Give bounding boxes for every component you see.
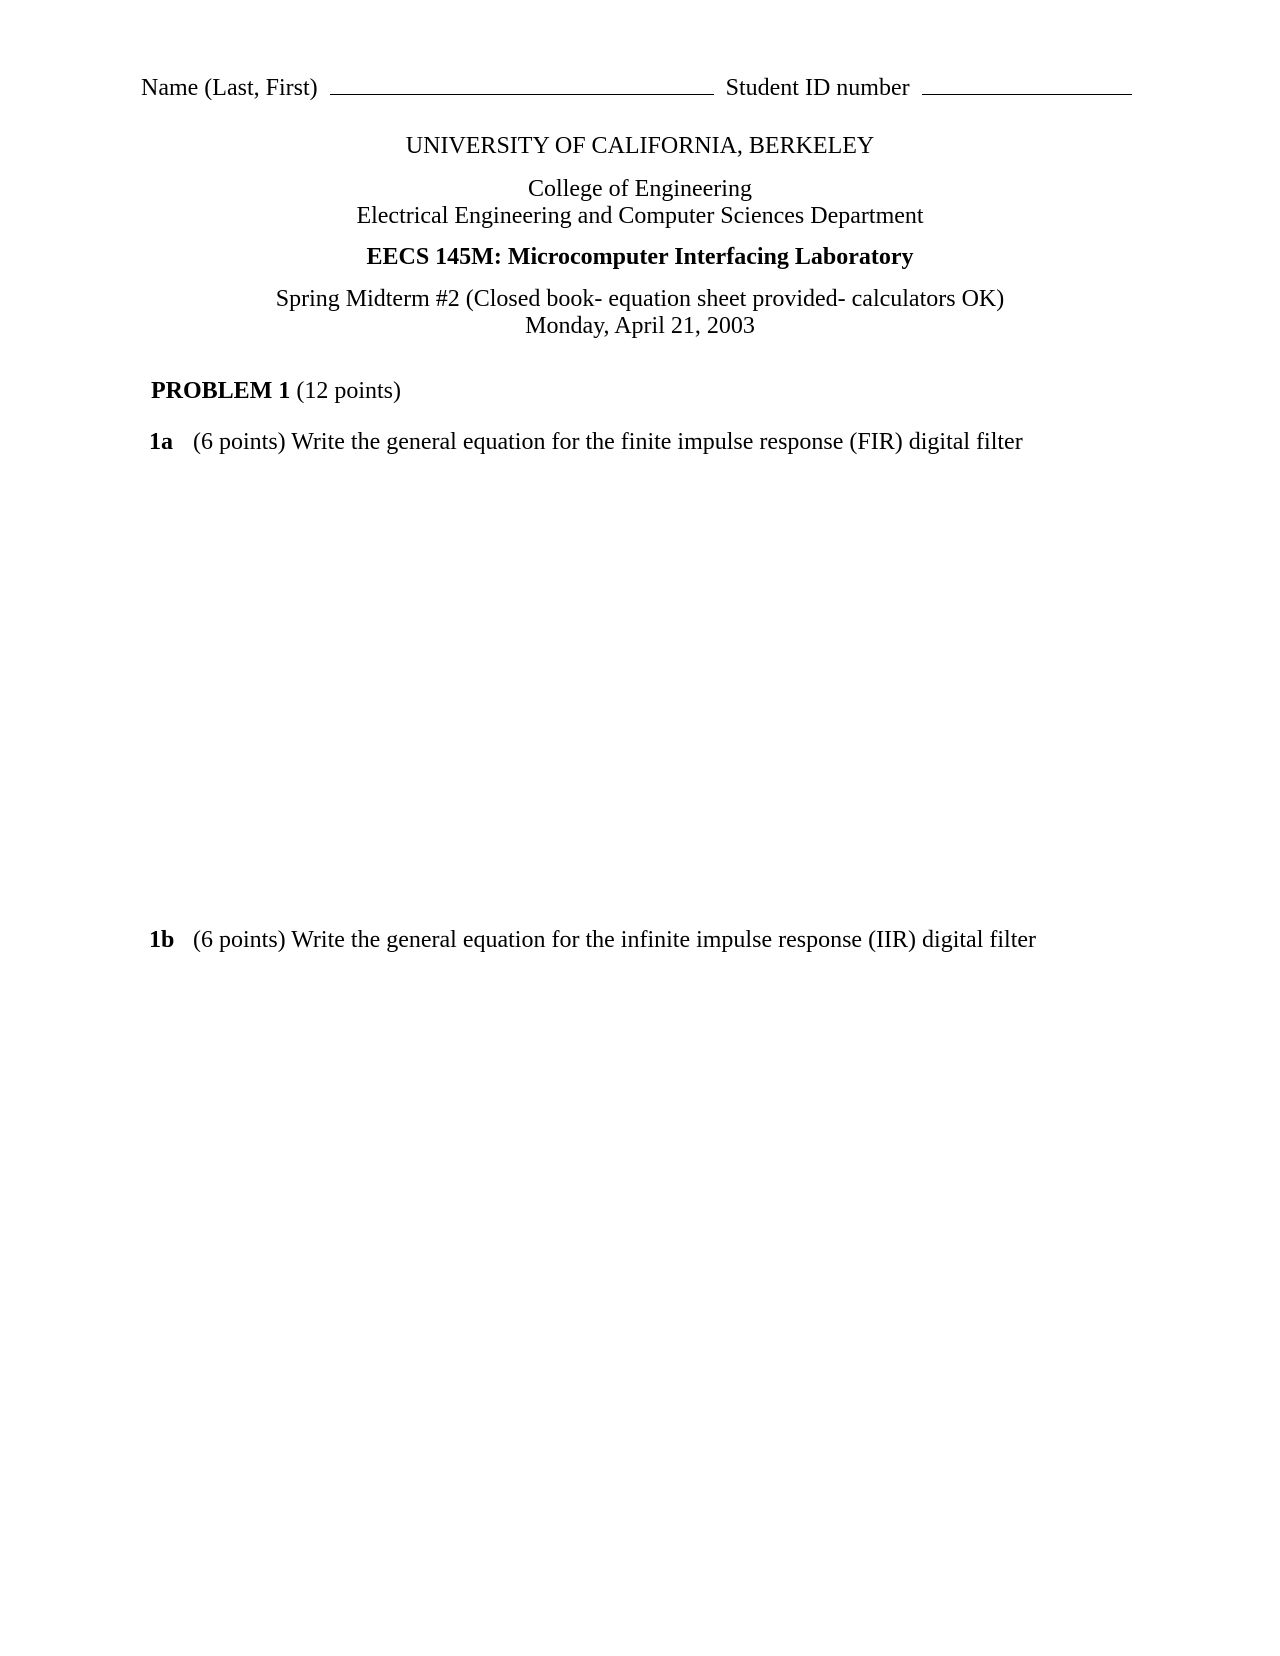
exam-date: Monday, April 21, 2003	[525, 313, 755, 339]
student-id-label: Student ID number	[725, 75, 910, 101]
college-title: College of Engineering	[528, 176, 752, 202]
header-line	[141, 74, 1132, 102]
question-1a	[149, 428, 1023, 456]
name-field[interactable]	[330, 74, 714, 95]
answer-area-1a[interactable]	[149, 470, 1129, 910]
answer-area-1b[interactable]	[149, 968, 1129, 1608]
question-label: 1b	[149, 927, 175, 953]
problem-heading	[151, 377, 401, 405]
name-label: Name (Last, First)	[141, 75, 318, 101]
problem-points: (12 points)	[296, 378, 402, 404]
course-title: EECS 145M: Microcomputer Interfacing Laboratory	[366, 244, 914, 270]
exam-title: Spring Midterm #2 (Closed book- equation sheet provided- calculators OK)	[275, 286, 1005, 312]
student-id-field[interactable]	[922, 74, 1132, 95]
university-title: UNIVERSITY OF CALIFORNIA, BERKELEY	[405, 133, 875, 159]
department-title: Electrical Engineering and Computer Sciences Department	[356, 203, 924, 229]
question-text: (6 points) Write the general equation for the infinite impulse response (IIR) digital filter	[193, 927, 1037, 953]
question-1b	[149, 926, 1036, 954]
problem-title: PROBLEM 1	[151, 378, 291, 404]
question-label: 1a	[149, 429, 173, 455]
question-text: (6 points) Write the general equation for the finite impulse response (FIR) digital filter	[193, 429, 1023, 455]
